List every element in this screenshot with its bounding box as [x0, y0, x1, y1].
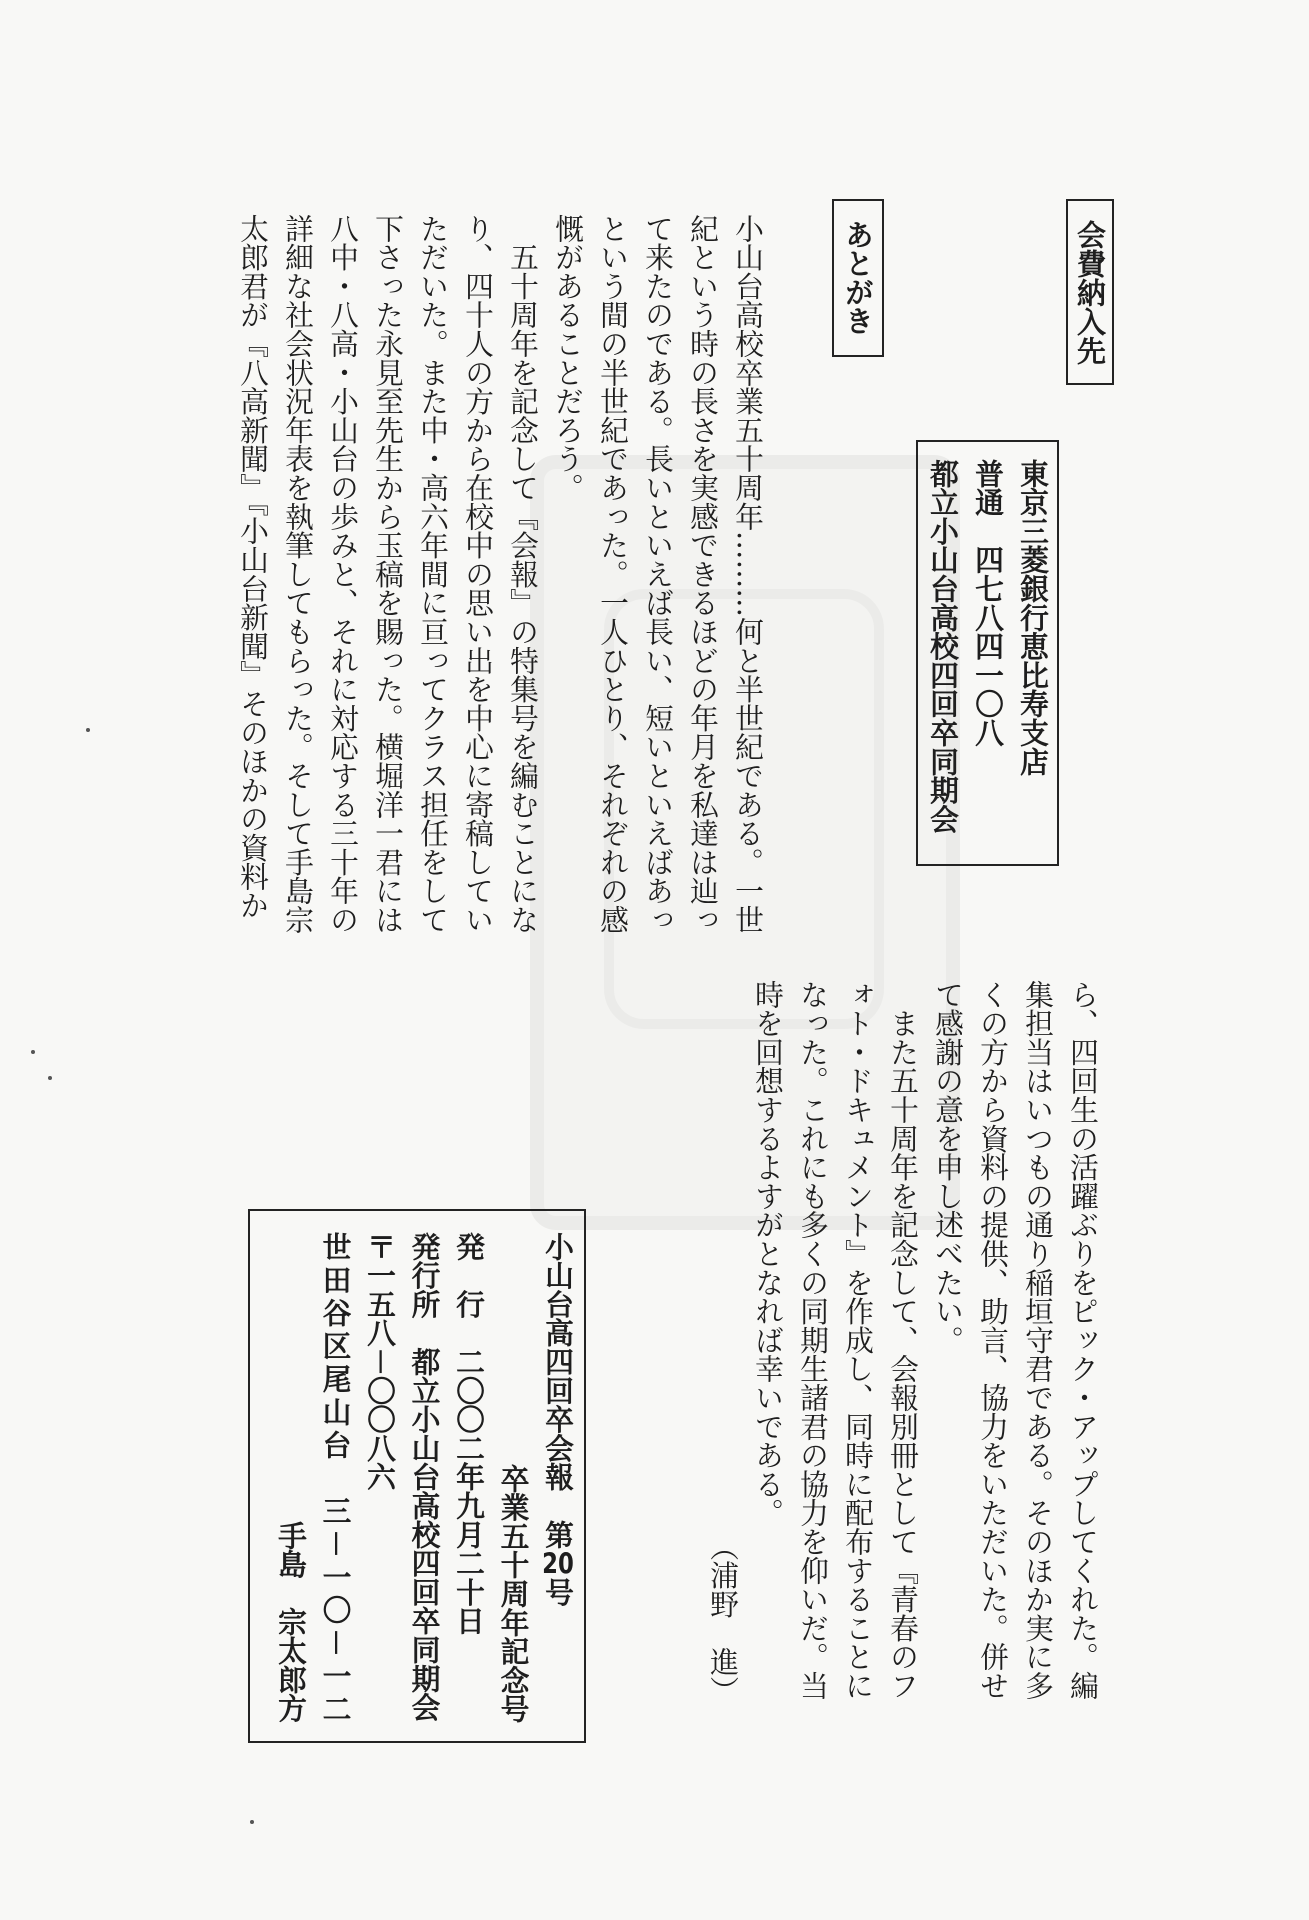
afterword-column: 時を回想するよすがとなれば幸いである。	[751, 980, 785, 1528]
afterword-column: なった。これにも多くの同期生諸君の協力を仰いだ。当	[796, 980, 830, 1700]
payment-destination-heading: 会費納入先	[1066, 199, 1114, 385]
afterword-text-upper	[230, 214, 770, 939]
afterword-column: 八中・八高・小山台の歩みと、それに対応する三十年の	[326, 214, 360, 934]
afterword-text-lower	[700, 980, 1105, 1705]
address: 世田谷区尾山台 三－一〇－一二	[318, 1232, 353, 1723]
bank-name: 東京三菱銀行恵比寿支店	[1016, 459, 1050, 776]
afterword-column: 紀という時の長さを実感できるほどの年月を私達は辿っ	[686, 214, 720, 934]
afterword-column: 小山台高校卒業五十周年………何と半世紀である。一世	[731, 214, 765, 934]
afterword-column: ら、四回生の活躍ぶりをピック・アップしてくれた。編	[1066, 980, 1100, 1700]
care-of: 手島 宗太郎方	[274, 1521, 308, 1723]
author-signature: （浦野 進）	[706, 1532, 740, 1705]
scan-speck	[31, 1050, 35, 1054]
afterword-column: という間の半世紀であった。一人ひとり、それぞれの感	[596, 214, 630, 934]
afterword-heading: あとがき	[832, 199, 884, 357]
afterword-column: 集担当はいつもの通り稲垣守君である。そのほか実に多	[1021, 980, 1055, 1700]
issue-subtitle: 卒業五十周年記念号	[496, 1463, 531, 1723]
afterword-column: 五十周年を記念して『会報』の特集号を編むことにな	[506, 214, 540, 934]
publication-date: 発 行 二〇〇二年九月二十日	[452, 1232, 486, 1636]
afterword-column: て来たのである。長いといえば長い、短いといえばあっ	[641, 214, 675, 934]
scan-speck	[86, 728, 90, 732]
afterword-column: 詳細な社会状況年表を執筆してもらった。そして手島宗	[281, 214, 315, 934]
scan-speck	[250, 1820, 254, 1824]
afterword-column: 慨があることだろう。	[551, 214, 585, 502]
afterword-column: ただいた。また中・高六年間に亘ってクラス担任をして	[416, 214, 450, 934]
afterword-column: 太郎君が『八高新聞』『小山台新聞』そのほかの資料か	[236, 214, 270, 920]
afterword-column: て感謝の意を申し述べたい。	[931, 980, 965, 1355]
afterword-column: くの方から資料の提供、助言、協力をいただいた。併せ	[976, 980, 1010, 1700]
afterword-column: ォト・ドキュメント』を作成し、同時に配布することに	[841, 980, 875, 1700]
postal-code: 〒一五八－〇〇八六	[363, 1232, 397, 1492]
account-number: 普通 四七八四一〇八	[971, 459, 1005, 747]
afterword-column: 下さった永見至先生から玉稿を賜った。横堀洋一君には	[371, 214, 405, 934]
account-holder: 都立小山台高校四回卒同期会	[926, 459, 960, 834]
publisher: 発行所 都立小山台高校四回卒同期会	[407, 1232, 442, 1722]
newsletter-title: 小山台高四回卒会報 第20号	[541, 1232, 575, 1607]
colophon-box	[248, 1209, 586, 1743]
scan-speck	[48, 1076, 52, 1080]
bank-account-box	[916, 440, 1059, 866]
afterword-column: また五十周年を記念して、会報別冊として『青春のフ	[886, 980, 920, 1700]
afterword-column: り、四十人の方から在校中の思い出を中心に寄稿してい	[461, 214, 495, 934]
